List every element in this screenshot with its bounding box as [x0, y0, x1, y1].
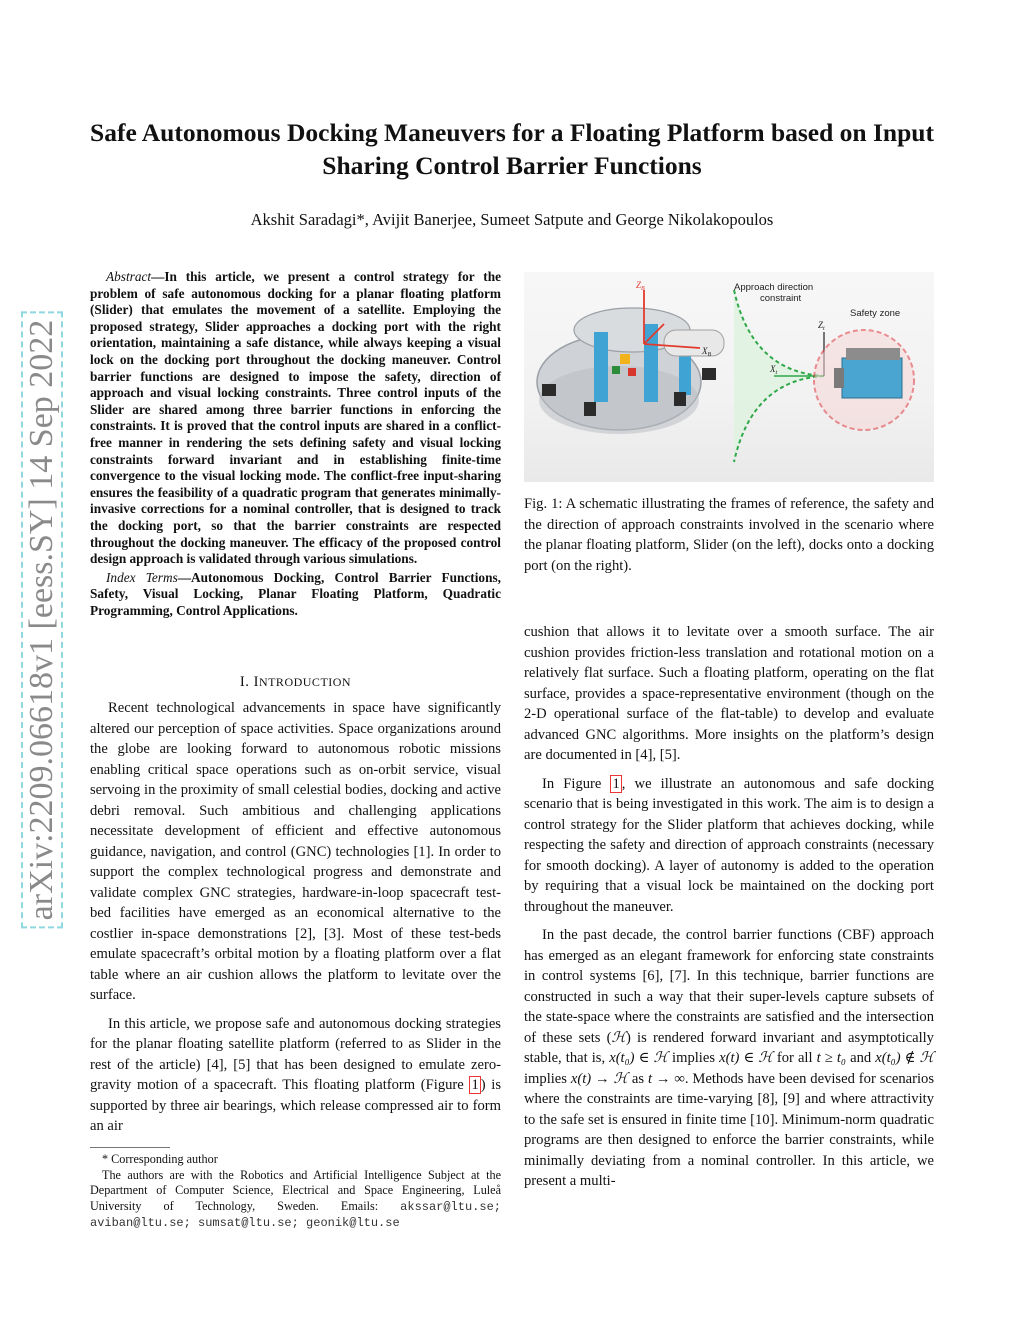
right-p3-d: for all — [772, 1050, 817, 1066]
math-6: t → ∞ — [647, 1070, 685, 1087]
set-symbol-h: ℋ — [611, 1029, 626, 1046]
index-terms-paragraph — [90, 570, 501, 620]
section-heading-introduction — [90, 674, 501, 691]
right-p3-e: and — [846, 1050, 876, 1066]
intro-paragraph-2 — [90, 1014, 501, 1137]
left-column-body — [90, 698, 501, 1145]
math-1: x(t₀) ∈ ℋ — [609, 1050, 668, 1066]
abstract-block — [90, 269, 501, 621]
axis-xt-label: $X_t$ — [770, 364, 778, 376]
right-paragraph-1: cushion that allows it to levitate over a smooth surface. The air cushion provides friction-less translation and rotational motion on a relatively flat surface. Such a floating platform, operating on the flat surface, provides a space-representative environment (though on the 2-D operational surface of the flat-table) to develop and evaluate advanced GNC algorithms. More insights on the platform’s design are documented in [4], [5]. — [524, 624, 934, 763]
index-terms-label: Index Terms — [106, 569, 178, 585]
component-yellow — [620, 354, 630, 364]
thruster-3 — [674, 392, 686, 406]
paper-title: Safe Autonomous Docking Maneuvers for a Floating Platform based on Input Sharing Control Barrier Functions — [90, 118, 934, 180]
slider-frame-blue-2 — [644, 324, 658, 402]
math-5: x(t) → ℋ — [570, 1070, 628, 1087]
right-paragraph-3 — [524, 925, 934, 1192]
section-number: I. — [239, 674, 250, 690]
math-3: t ≥ t₀ — [816, 1050, 847, 1066]
right-p3-c: implies — [667, 1050, 720, 1066]
right-p2-text-a: In Figure — [542, 775, 611, 792]
docking-port-body — [842, 358, 902, 398]
component-green — [612, 366, 620, 374]
label-safety-zone: Safety zone — [850, 308, 901, 319]
component-red — [628, 368, 636, 376]
right-p3-g: as — [627, 1070, 648, 1087]
section-first-letter: I — [253, 674, 259, 690]
axis-zb-label: $Z_B$ — [636, 280, 645, 292]
figure-ref-link[interactable]: 1 — [471, 1077, 479, 1093]
footnote — [90, 1152, 501, 1232]
abstract-label: Abstract — [106, 269, 152, 284]
figure-1-caption: Fig. 1: A schematic illustrating the frames of reference, the safety and the direction of approach constraints involved in the scenario where the planar floating platform, Slider (on the left), docks onto a docking port (on the right). — [524, 496, 934, 574]
arxiv-identifier-stamp: arXiv:2209.06618v1 [eess.SY] 14 Sep 2022 — [21, 312, 63, 929]
footnote-corresponding: * Corresponding author — [102, 1152, 218, 1166]
right-p3-a: In the past decade, the control barrier functions (CBF) approach has emerged as an elegant framework for enforcing state constraints in control systems [6], [7]. In this technique, barrier functions are constructed in such a way that their super-levels capture subsets of the state-space where the constraints are satisfied and the intersection of these sets ( — [524, 927, 934, 1046]
figure-1-illustration — [524, 272, 934, 482]
right-p3-f: implies — [524, 1070, 571, 1087]
slider-frame-blue-1 — [594, 332, 608, 402]
math-4: x(t₀) ∉ ℋ — [875, 1050, 934, 1066]
thruster-1 — [542, 384, 556, 396]
footnote-affiliation — [90, 1168, 501, 1232]
footnote-affiliation-text: The authors are with the Robotics and Artificial Intelligence Subject at the Department of Computer Science, Electrical and Space Engineering, Luleå University of Technology, Sweden. Emails: — [90, 1167, 501, 1213]
math-2: x(t) ∈ ℋ — [719, 1050, 773, 1066]
intro-p2-text-a: In this article, we propose safe and autonomous docking strategies for the planar floating satellite platform (referred to as Slider in the rest of the article) [4], [5] that has been designed to emulate zero-gravity motion of a spacecraft. This floating platform (Figure — [90, 1015, 501, 1093]
footnote-rule — [90, 1147, 170, 1148]
footnote-emails: akssar@ltu.se; aviban@ltu.se; sumsat@ltu.se; geonik@ltu.se — [90, 1199, 501, 1231]
intro-paragraph-1: Recent technological advancements in space have significantly altered our perception of space activities. Space organizations around the globe are looking forward to autonomous robotic missions enabling critical space operations such as on-orbit service, visual servoing in the proximity of small celestial bodies, docking and active debri removal. Such ambitious and challenging applications necessitate development of efficient and effective autonomous guidance, navigation, and control (GNC) technologies [1]. In order to support the complex technological progress and demonstrate and validate complex GNC strategies, hardware-in-loop spacecraft test-bed facilities have emerged as an economical alternative to the costlier in-space demonstrations [2], [3]. Most of these test-beds emulate spacecraft’s orbital motion by a floating platform over a flat table where an air cushion allows the platform to levitate over the surface. — [90, 700, 501, 1003]
right-p3-b: ) is rendered forward invariant and asymptotically stable, that is, — [524, 1029, 934, 1066]
label-approach-direction: Approach direction constraint — [734, 282, 814, 304]
section-title-rest: NTRODUCTION — [258, 675, 352, 689]
slider-air-tank — [664, 330, 724, 356]
right-paragraph-2 — [524, 774, 934, 918]
axis-xb-label: $X_B$ — [702, 346, 712, 358]
right-p3-tail: . Methods have been devised for scenarios where the constraints are time-varying [8], [9] and where attractivity to the safe set is ensured in finite time [10]. Minimum-norm quadratic programs are then designed to enforce the barrier constraints, while minimally deviating from a nominal controller. In this article, we present a multi- — [524, 1070, 935, 1189]
abstract-text: —In this article, we present a control strategy for the problem of safe autonomous docking for a planar floating platform (Slider) that emulates the movement of a satellite. Employing the proposed strategy, Slider approaches a docking port with the right orientation, maintaining a safe distance, while always keeping a visual lock on the docking port throughout the docking maneuver. Control barrier functions are designed to impose the safety, direction of approach and visual locking constraints. Three control inputs of the Slider are shared among three barrier functions in enforcing the constraints. It is proved that the control inputs are shared in a conflict-free manner in rendering the sets defining safety and visual locking constraints forward invariant and in establishing finite-time convergence to the visual locking mode. The conflict-free input-sharing ensures the feasibility of a quadratic program that generates minimally-invasive corrections for a nominal controller, that is designed to track the docking port, so that the barrier constraints are respected throughout the docking maneuver. The efficacy of the proposed control design approach is validated through various simulations. — [90, 269, 501, 567]
docking-port-top — [846, 348, 900, 360]
axis-zt-label: $Z_t$ — [818, 320, 825, 332]
thruster-2 — [584, 402, 596, 416]
index-terms-text: —Autonomous Docking, Control Barrier Functions, Safety, Visual Locking, Planar Floating Platform, Quadratic Programming, Control Applications. — [90, 569, 501, 618]
thruster-4 — [702, 368, 716, 380]
paper-authors: Akshit Saradagi*, Avijit Banerjee, Sumeet Satpute and George Nikolakopoulos — [250, 210, 774, 229]
right-p2-text-b: , we illustrate an autonomous and safe docking scenario that is being investigated in this work. The aim is to design a control strategy for the Slider platform that achieves docking, while respecting the safety and direction of approach constraints (necessary for smooth docking). A layer of autonomy is added to the operation by requiring that a visual lock be maintained on the docking port throughout the maneuver. — [524, 775, 934, 915]
right-column-body — [524, 622, 934, 1200]
figure-1-image — [524, 272, 934, 482]
figure-ref-link-2[interactable]: 1 — [612, 775, 620, 792]
docking-port-face — [834, 368, 844, 388]
abstract-paragraph — [90, 269, 501, 568]
intro-p2-text-b: ) is supported by three air bearings, which release compressed air to form an air — [90, 1077, 501, 1134]
